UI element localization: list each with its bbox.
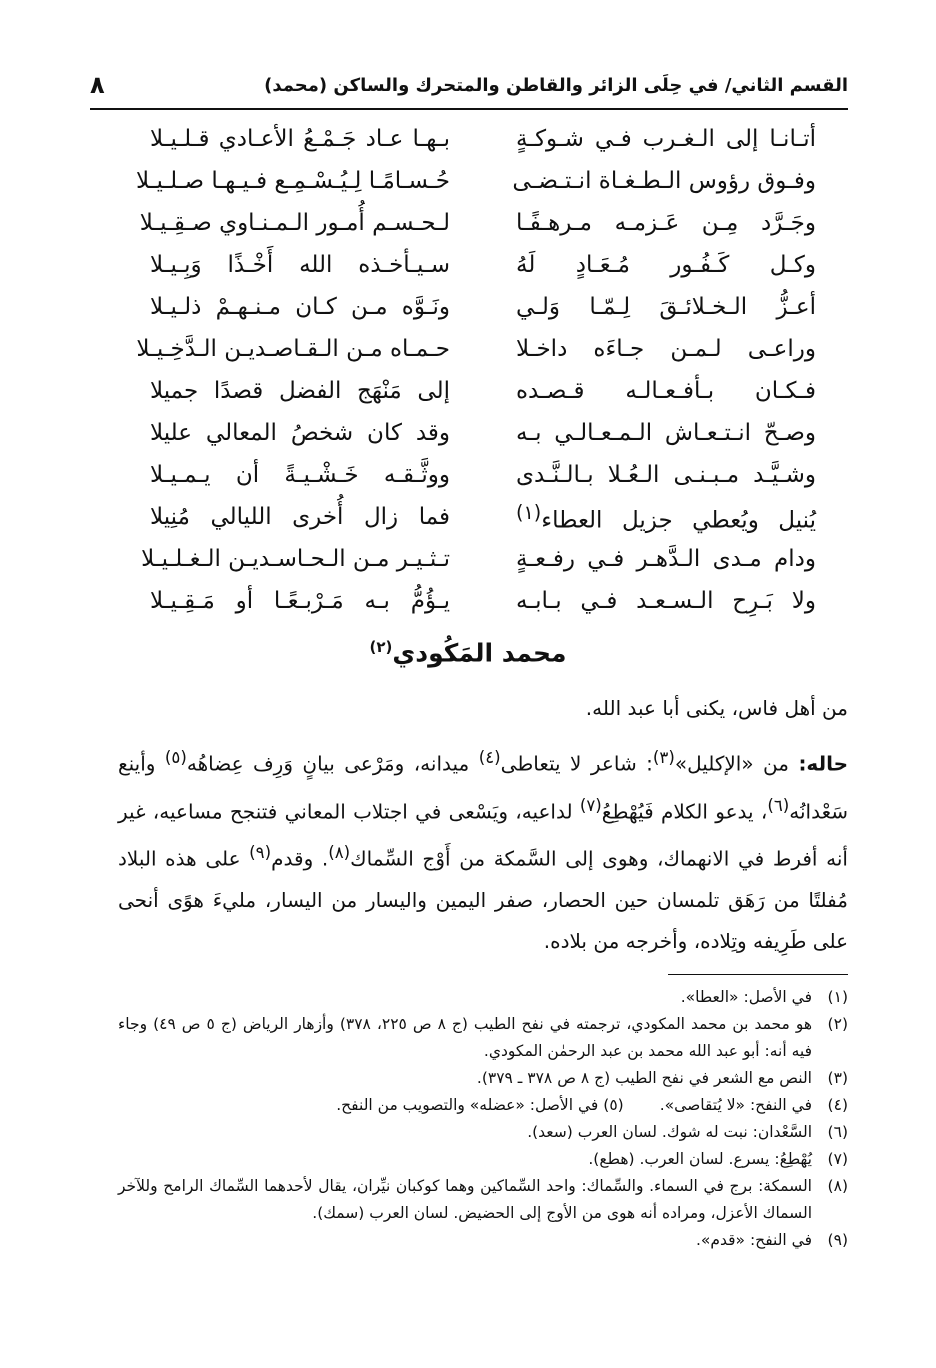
footnote-text: في الأصل: «عضله» والتصويب من النفح.: [336, 1096, 599, 1114]
verse-second-hemistich: ونَـوَّه مـن كـان مـنـهـمْ ذلـيـلا: [150, 294, 450, 320]
entry-body: [118, 688, 848, 962]
footnote: [118, 1146, 848, 1173]
page-number: ٨: [90, 71, 105, 99]
footnote: [118, 984, 848, 1011]
footnote-number: (٤): [827, 1096, 848, 1114]
paragraph-lead: حاله:: [798, 751, 848, 776]
verse-second-hemistich: حـمـاه مـن الـقـاصـديـن الـدَّخِـيـلا: [136, 336, 450, 362]
verse-second-hemistich: حُـسـامًـا لِـيُـسْـمِـع فـيـهـا صـلـيـلا: [136, 168, 450, 194]
verse-line: [136, 160, 816, 202]
verse-first-hemistich: أعـزُّ الـخـلائـقَ لِـمّـا وَلـي: [516, 294, 816, 320]
poem: [136, 118, 816, 622]
paragraph-text: وأينع سَعْدانُه: [118, 751, 849, 824]
verse-line: [141, 538, 816, 580]
footnote-text: السَّعْدان: نبت له شوك. لسان العرب (سعد).: [527, 1123, 812, 1141]
footnote-text: يُهْطِعُ: يسرع. لسان العرب. (هطع).: [588, 1150, 812, 1168]
footnote-number: (٢): [827, 1015, 848, 1033]
footnote-marker: (٣): [652, 748, 675, 767]
verse-second-hemistich: سـيـأخـذه الله أَخْـذًا وَبِـيـلا: [150, 252, 450, 278]
verse-second-hemistich: إلى مَنْهَج الفضل قصدًا جميلا: [150, 378, 450, 404]
running-header: [90, 62, 848, 110]
paragraph-text: : شاعر لا يتعاطى: [500, 751, 653, 776]
verse-line: [150, 454, 816, 496]
verse-first-hemistich: أتـانـا إلى الـغـرب فـي شـوكـةٍ: [516, 126, 816, 152]
paragraph-text: . وقدم: [271, 846, 329, 871]
footnote-number: (٥): [603, 1096, 624, 1114]
footnote: [118, 1173, 848, 1227]
verse-first-hemistich: ودام مـدى الـدَّهـر فـي رفـعـةٍ: [516, 546, 816, 572]
footnote: [118, 1227, 848, 1254]
verse-first-hemistich: وفـوق رؤوس الـطـغـاة انـتـضـى: [512, 168, 816, 194]
footnote-number: (٣): [827, 1069, 848, 1087]
entry-paragraph: [118, 737, 848, 962]
verse-line: [150, 412, 816, 454]
verse-first-hemistich: فـكـان بـأفـعـالـه قـصـده: [516, 378, 816, 404]
paragraph-text: ، يدعو الكلام فَيُهْطِعُ: [601, 799, 768, 824]
footnote: [118, 1092, 848, 1119]
verse-second-hemistich: يـؤُمُّ بـه مَـرْبـعًـا أو مَـقِـيـلا: [150, 588, 450, 614]
verse-line: [150, 286, 816, 328]
running-title: القسم الثاني/ في حِلَى الزائر والقاطن والمتحرك والساكن (محمد): [264, 74, 848, 96]
verse-second-hemistich: وقد كان شخصُ المعالي عليلا: [150, 420, 450, 446]
footnote-inline: [336, 1092, 623, 1119]
verse-first-hemistich: وجَـرَّد مِـن عَـزمـه مـرهـفًـا: [516, 210, 816, 236]
footnote-text: في الأصل: «العطا».: [680, 988, 812, 1006]
footnotes: [118, 984, 848, 1254]
footnote-number: (٩): [827, 1231, 848, 1249]
origin-line: من أهل فاس، يكنى أبا عبد الله.: [585, 696, 848, 720]
footnote: [118, 1065, 848, 1092]
footnote-marker: (٨): [328, 843, 351, 863]
footnote-text: في النفح: «قدم».: [696, 1231, 812, 1249]
footnote-divider: [668, 974, 848, 975]
footnote-text: في النفح: «لا يُتقاصى».: [659, 1096, 812, 1114]
verse-first-hemistich: وراعـى لـمـن جـاءَه داخـلا: [516, 336, 816, 362]
footnote-marker: (٦): [767, 795, 790, 815]
footnote: [118, 1011, 848, 1065]
footnote-text: هو محمد بن محمد المكودي، ترجمته في نفح الطيب (ج ٨ ص ٢٢٥، ٣٧٨) وأزهار الرياض (ج ٥ ص ٤٩) وجاء فيه أنه: أبو عبد الله محمد بن عبد الرحمٰن المكودي.: [118, 1015, 813, 1060]
verse-line: [150, 496, 816, 538]
verse-first-hemistich: [516, 501, 816, 534]
verse-second-hemistich: فما زال أُخرى الليالي مُنِيلا: [150, 504, 450, 530]
verse-first-hemistich: وصـحّ انـتـعـاش الـمـعـالـي بـه: [516, 420, 816, 446]
footnote-number: (٧): [827, 1150, 848, 1168]
verse-line: [150, 370, 816, 412]
entry-name: محمد المَكُودي: [392, 638, 567, 668]
footnote-marker: (٥): [164, 748, 187, 767]
verse-first-hemistich: ولا بَـرِح الـسـعـد فـي بـابـه: [516, 588, 816, 614]
verse-line: [150, 118, 816, 160]
verse-line: [139, 202, 816, 244]
footnote: [118, 1119, 848, 1146]
verse-first-hemistich: وشـيَّـد مـبـنـى الـعُـلا بـالـنَّـدى: [516, 462, 816, 488]
paragraph-text: على هذه البلاد مُفلتًا من رَهَق تلمسان حين الحصار، صفر اليمين واليسار من اليسار، مليءَ هوًى أنحى على طَرِيفه وتِلاده، وأخرجه من بلاده.: [118, 846, 848, 953]
verse-text: يُنيل ويُعطي جزيل العطاء: [541, 507, 816, 534]
verse-line: [136, 328, 816, 370]
footnote-marker: (٢): [369, 638, 393, 656]
footnote-marker: (٧): [579, 795, 602, 815]
paragraph-text: ميدانه، ومَرْعى بيانٍ وَرِف عِضاهُه: [186, 751, 479, 776]
footnote-number: (٨): [827, 1177, 848, 1195]
verse-second-hemistich: ووثَّـقـه خَـشْـيـةً أن يـمـيـلا: [150, 462, 450, 488]
paragraph-text: لداعيه، ويَسْعى في اجتلاب المعاني فتنجح مساعيه، غير أنه أفرط في الانهماك، وهوى إلى السَّمكة من أَوْج السِّماك: [118, 799, 848, 871]
footnote-number: (٦): [827, 1123, 848, 1141]
footnote-marker: (١): [516, 500, 542, 524]
footnote-marker: (٩): [249, 843, 272, 863]
entry-heading: [0, 638, 936, 667]
verse-line: [150, 580, 816, 622]
verse-second-hemistich: تـثـيـر مـن الـحـاسـديـن الـغـلـيـلا: [141, 546, 450, 572]
footnote-number: (١): [827, 988, 848, 1006]
verse-line: [150, 244, 816, 286]
footnote-text: السمكة: برج في السماء. والسِّماك: واحد السِّماكين وهما كوكبان نيِّران، يقال لأحدهما السِّماك الرامح وللآخر السماك الأعزل، ومراده أنه هوى من الأوج إلى الحضيض. لسان العرب (سمك).: [118, 1177, 812, 1222]
footnote-pair: [118, 1092, 812, 1119]
footnote-marker: (٤): [478, 748, 501, 767]
paragraph-text: من «الإكليل»: [674, 751, 789, 776]
verse-second-hemistich: لـحـسـم أُمـور الـمـنـاوي صـقِـيـلا: [139, 210, 450, 236]
verse-first-hemistich: وكـل كَـفُـور مُـعَـادٍ لَهُ: [516, 252, 816, 278]
verse-second-hemistich: بـهـا عـاد جَـمْـعُ الأعـادي قـلـيـلا: [150, 126, 450, 152]
footnote-text: النص مع الشعر في نفح الطيب (ج ٨ ص ٣٧٨ ـ ٣٧٩).: [476, 1069, 812, 1087]
